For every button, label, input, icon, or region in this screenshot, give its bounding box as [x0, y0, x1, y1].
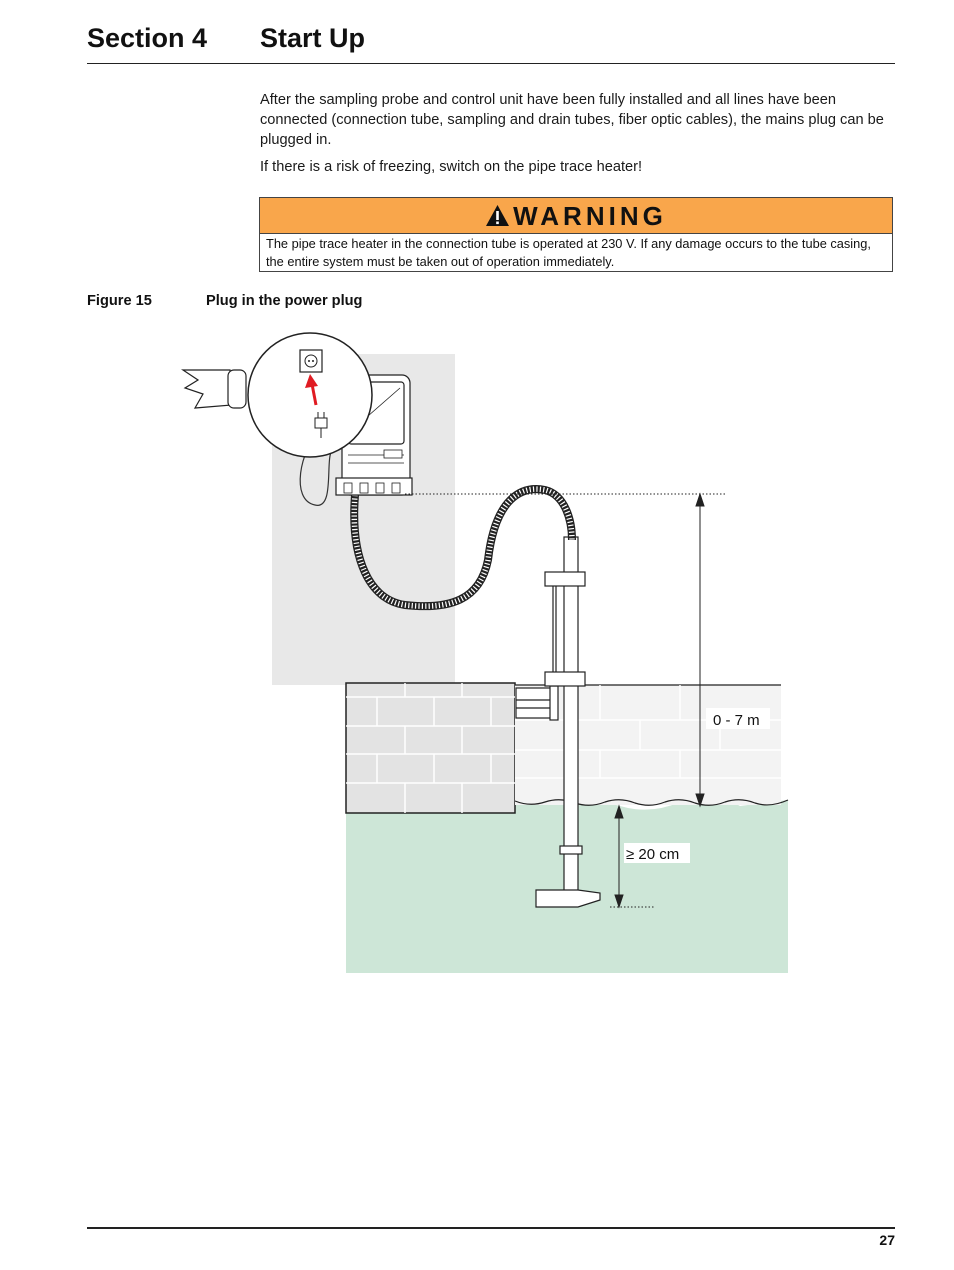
- height-label: 0 - 7 m: [713, 712, 760, 729]
- hand-sketch: [183, 370, 246, 408]
- depth-label: ≥ 20 cm: [626, 846, 680, 863]
- magnifier-detail: [248, 333, 372, 457]
- section-title: Start Up: [260, 23, 366, 53]
- wall-bracket: [516, 686, 558, 720]
- freezing-paragraph: If there is a risk of freezing, switch on the pipe trace heater!: [260, 159, 643, 175]
- brick-wall-left: [346, 683, 515, 813]
- warning-title: WARNING: [513, 200, 667, 231]
- page-number: 27: [879, 1232, 895, 1248]
- socket: [300, 350, 322, 372]
- figure-number: Figure 15: [87, 293, 152, 309]
- figure-title: Plug in the power plug: [206, 293, 363, 309]
- section-number: Section 4: [87, 23, 208, 53]
- intro-paragraph: After the sampling probe and control unit have been fully installed and all lines have been connected (connection tube, sampling and drain tubes, fiber optic cables), the mains plug can be plugged in.: [260, 92, 884, 148]
- warning-text: The pipe trace heater in the connection tube is operated at 230 V. If any damage occurs to the tube casing, the entire system must be taken out of operation immediately.: [266, 236, 871, 269]
- page-footer: [87, 1227, 895, 1248]
